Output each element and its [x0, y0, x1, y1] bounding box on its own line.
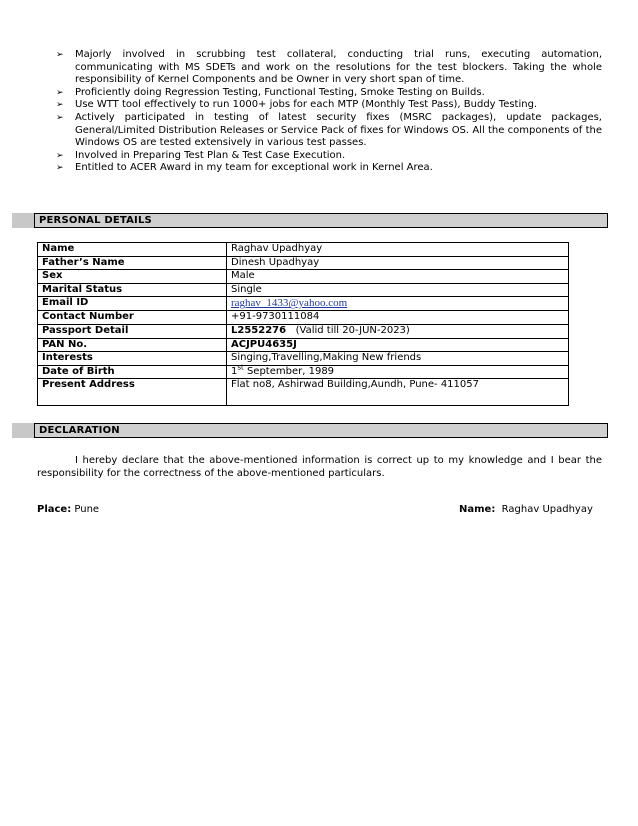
bullet-item: ➢ Majorly involved in scrubbing test collateral, conducting trial runs, executing automation, communicating with MS SDETs and work on the resolutions for the test blockers. Taking the whole responsibility of Kernel Components and be Owner in very short span of time. [56, 49, 602, 86]
row-key: Father’s Name [38, 256, 227, 270]
table-row [38, 352, 569, 366]
place-line [37, 504, 99, 515]
table-row [38, 338, 569, 352]
row-key: Present Address [38, 379, 227, 406]
row-value: Flat no8, Ashirwad Building,Aundh, Pune- 411057 [227, 379, 569, 406]
experience-bullet-list [56, 49, 602, 175]
passport-validity: (Valid till 20-JUN-2023) [286, 324, 410, 336]
bullet-item: ➢ Involved in Preparing Test Plan & Test Case Execution. [56, 149, 346, 161]
row-value: Male [227, 270, 569, 284]
dob-suffix: st [237, 363, 244, 372]
table-row [38, 297, 569, 311]
personal-details-heading-bar [12, 213, 608, 228]
arrow-right-icon: ➢ [56, 87, 64, 98]
row-key: Passport Detail [38, 324, 227, 338]
arrow-right-icon: ➢ [56, 112, 64, 123]
row-value: Dinesh Upadhyay [227, 256, 569, 270]
dob-day: 1 [231, 365, 238, 377]
bullet-item: ➢ Actively participated in testing of latest security fixes (MSRC packages), update packages, General/Limited Distribution Releases or Service Pack of fixes for Windows OS. All the components of the Windows OS are tested extensively in various test passes. [56, 111, 602, 149]
bullet-item: ➢ Entitled to ACER Award in my team for exceptional work in Kernel Area. [56, 162, 433, 174]
row-value [227, 297, 569, 311]
table-row [38, 324, 569, 338]
declaration-heading-box [34, 423, 608, 438]
table-row [38, 243, 569, 257]
row-value: Raghav Upadhyay [227, 243, 569, 257]
row-key: Contact Number [38, 311, 227, 325]
row-value [227, 324, 569, 338]
table-row [38, 365, 569, 379]
row-value: Single [227, 283, 569, 297]
table-row [38, 270, 569, 284]
place-value: Pune [71, 504, 100, 515]
row-key: Sex [38, 270, 227, 284]
row-key: Date of Birth [38, 365, 227, 379]
passport-number: L2552276 [231, 324, 287, 336]
row-value: +91-9730111084 [227, 311, 569, 325]
row-key: Marital Status [38, 283, 227, 297]
personal-details-heading: PERSONAL DETAILS [39, 215, 152, 226]
row-value [227, 365, 569, 379]
name-value: Raghav Upadhyay [495, 504, 593, 515]
bullet-item: ➢ Proficiently doing Regression Testing, Functional Testing, Smoke Testing on Builds. [56, 86, 485, 98]
arrow-right-icon: ➢ [56, 163, 64, 174]
dob-rest: September, 1989 [243, 365, 335, 377]
bullet-item: ➢ Use WTT tool effectively to run 1000+ jobs for each MTP (Monthly Test Pass), Buddy Testing. [56, 99, 538, 111]
table-row [38, 256, 569, 270]
row-key: PAN No. [38, 338, 227, 352]
email-link[interactable]: raghav_1433@yahoo.com [231, 297, 348, 310]
row-value: ACJPU4635J [227, 338, 569, 352]
row-key: Name [38, 243, 227, 257]
arrow-right-icon: ➢ [56, 150, 64, 161]
personal-details-table [37, 242, 569, 406]
row-key: Email ID [38, 297, 227, 311]
arrow-right-icon: ➢ [56, 50, 64, 60]
table-row [38, 283, 569, 297]
name-line [459, 504, 593, 515]
declaration-heading-bar [12, 423, 608, 438]
personal-details-heading-box [34, 213, 608, 228]
table-row [38, 379, 569, 406]
row-key: Interests [38, 352, 227, 366]
place-label: Place: [37, 504, 72, 515]
arrow-right-icon: ➢ [56, 100, 64, 111]
declaration-text: I hereby declare that the above-mentioned information is correct up to my knowledge and I bear the responsibility for the correctness of the above-mentioned particulars. [37, 455, 602, 479]
table-row [38, 311, 569, 325]
declaration-heading: DECLARATION [39, 425, 120, 436]
row-value: Singing,Travelling,Making New friends [227, 352, 569, 366]
name-label: Name: [459, 504, 496, 515]
